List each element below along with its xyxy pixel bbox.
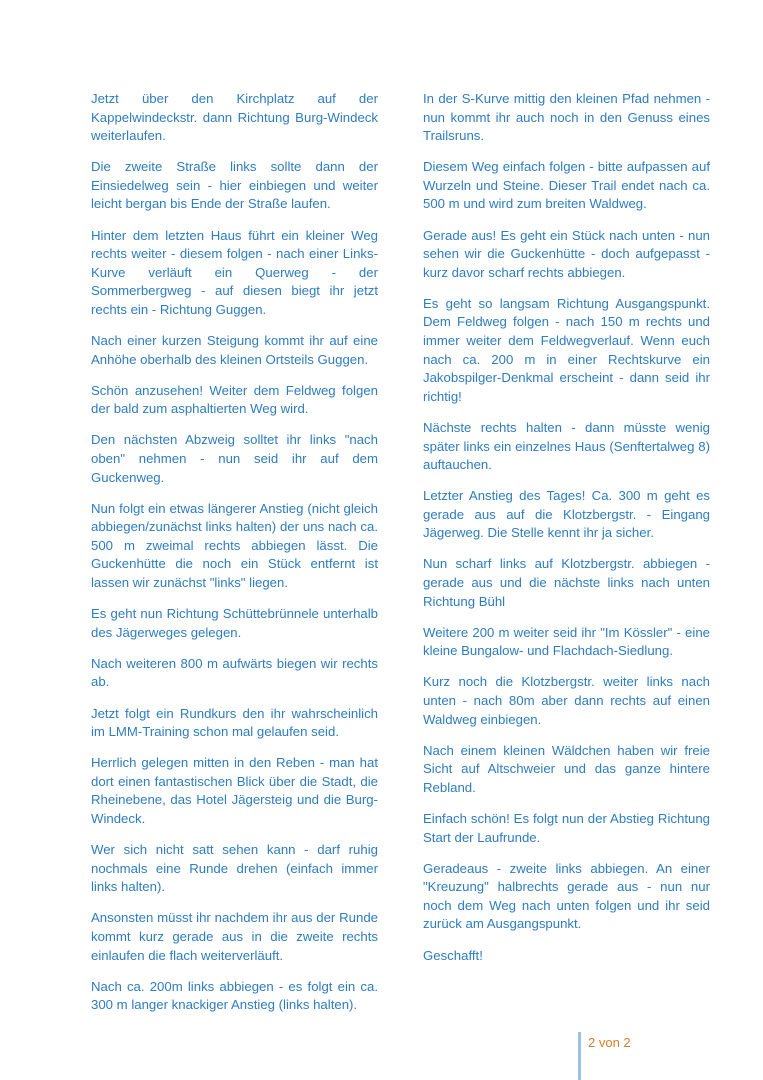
paragraph: Herrlich gelegen mitten in den Reben - man hat dort einen fantastischen Blick über die Stadt, die Rheinebene, das Hotel Jägersteig und die Burg-Windeck. bbox=[91, 755, 378, 826]
paragraph: Geradeaus - zweite links abbiegen. An einer "Kreuzung" halbrechts gerade aus - nun nur noch dem Weg nach unten folgen und ihr seid zurück am Ausgangspunkt. bbox=[423, 860, 710, 932]
paragraph: Die zweite Straße links sollte dann der Einsiedelweg sein - hier einbiegen und weiter leicht bergan bis Ende der Straße laufen. bbox=[91, 159, 378, 212]
paragraph: Es geht nun Richtung Schüttebrünnele unterhalb des Jägerweges gelegen. bbox=[91, 606, 378, 640]
paragraph: Nun folgt ein etwas längerer Anstieg (nicht gleich abbiegen/zunächst links halten) der uns nach ca. 500 m zweimal rechts abbiegen lässt. Die Guckenhütte die noch ein Stück entfernt ist lassen wir zunächst "links" liegen. bbox=[91, 500, 378, 591]
page-footer bbox=[578, 1032, 631, 1080]
paragraph: Den nächsten Abzweig solltet ihr links "nach oben" nehmen - nun seid ihr auf dem Guckenweg. bbox=[91, 432, 378, 485]
paragraph: Nach weiteren 800 m aufwärts biegen wir rechts ab. bbox=[91, 655, 378, 690]
paragraph: Jetzt folgt ein Rundkurs den ihr wahrscheinlich im LMM-Training schon mal gelaufen seid. bbox=[91, 705, 378, 740]
paragraph: Weitere 200 m weiter seid ihr "Im Kössler" - eine kleine Bungalow- und Flachdach-Siedlung. bbox=[423, 624, 710, 659]
left-column bbox=[91, 90, 378, 1027]
paragraph: Gerade aus! Es geht ein Stück nach unten - nun sehen wir die Guckenhütte - doch aufgepasst - kurz davor scharf rechts abbiegen. bbox=[423, 227, 710, 280]
paragraph: Kurz noch die Klotzbergstr. weiter links nach unten - nach 80m aber dann rechts auf einen Waldweg einbiegen. bbox=[423, 674, 710, 727]
paragraph: Nach ca. 200m links abbiegen - es folgt ein ca. 300 m langer knackiger Anstieg (links halten). bbox=[91, 978, 378, 1013]
paragraph: Wer sich nicht satt sehen kann - darf ruhig nochmals eine Runde drehen (einfach immer links halten). bbox=[91, 842, 378, 895]
paragraph: Letzter Anstieg des Tages! Ca. 300 m geht es gerade aus auf die Klotzbergstr. - Eingang Jägerweg. Die Stelle kennt ihr ja sicher. bbox=[423, 488, 710, 541]
paragraph: Hinter dem letzten Haus führt ein kleiner Weg rechts weiter - diesem folgen - nach einer Links-Kurve verläuft ein Querweg - der Sommerbergweg - auf diesen biegt ihr jetzt rechts ein - Richtung Guggen. bbox=[91, 227, 378, 317]
paragraph: Einfach schön! Es folgt nun der Abstieg Richtung Start der Laufrunde. bbox=[423, 811, 710, 845]
paragraph: Nächste rechts halten - dann müsste wenig später links ein einzelnes Haus (Senftertalweg 8) auftauchen. bbox=[423, 419, 710, 473]
paragraph: Ansonsten müsst ihr nachdem ihr aus der Runde kommt kurz gerade aus in die zweite rechts einlaufen die flach weiterverläuft. bbox=[91, 910, 378, 963]
paragraph: Nun scharf links auf Klotzbergstr. abbiegen - gerade aus und die nächste links nach unten Richtung Bühl bbox=[423, 556, 710, 609]
page-number: 2 von 2 bbox=[588, 1035, 631, 1050]
paragraph: Schön anzusehen! Weiter dem Feldweg folgen der bald zum asphaltierten Weg wird. bbox=[91, 382, 378, 417]
paragraph: Geschafft! bbox=[423, 947, 483, 963]
right-column bbox=[423, 90, 710, 978]
paragraph: Diesem Weg einfach folgen - bitte aufpassen auf Wurzeln und Steine. Dieser Trail endet nach ca. 500 m und wird zum breiten Waldweg. bbox=[423, 159, 710, 212]
paragraph: In der S-Kurve mittig den kleinen Pfad nehmen - nun kommt ihr auch noch in den Genuss eines Trailsruns. bbox=[423, 91, 710, 144]
paragraph: Jetzt über den Kirchplatz auf der Kappelwindeckstr. dann Richtung Burg-Windeck weiterlaufen. bbox=[91, 91, 378, 144]
paragraph: Nach einer kurzen Steigung kommt ihr auf eine Anhöhe oberhalb des kleinen Ortsteils Guggen. bbox=[91, 333, 378, 367]
paragraph: Nach einem kleinen Wäldchen haben wir freie Sicht auf Altschweier und das ganze hintere Rebland. bbox=[423, 742, 710, 795]
paragraph: Es geht so langsam Richtung Ausgangspunkt. Dem Feldweg folgen - nach 150 m rechts und immer weiter dem Feldwegverlauf. Wenn euch nach ca. 200 m in einer Rechtskurve ein Jakobspilger-Denkmal erscheint - dann seid ihr richtig! bbox=[423, 295, 710, 404]
